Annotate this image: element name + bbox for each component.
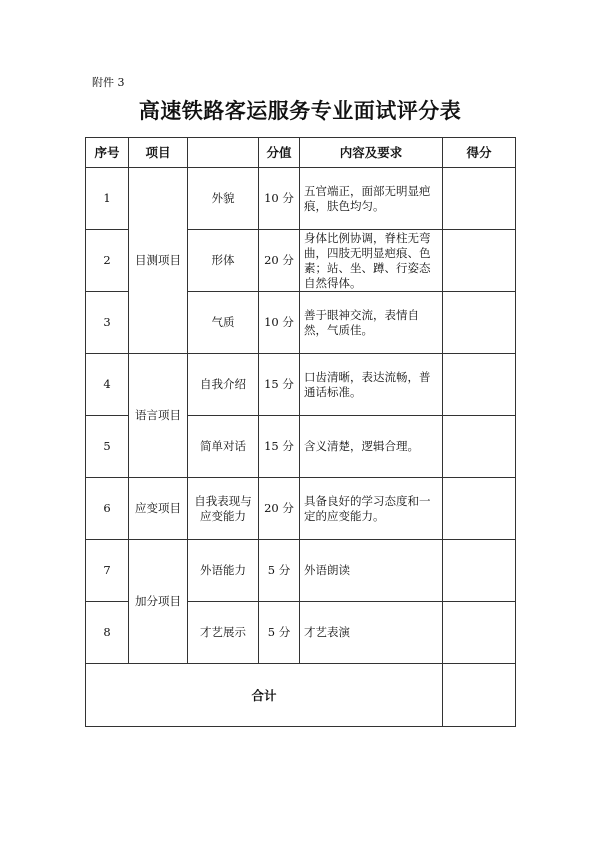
row-no: 3 xyxy=(86,292,129,354)
row-requirements: 具备良好的学习态度和一定的应变能力。 xyxy=(300,478,443,540)
row-item: 自我表现与应变能力 xyxy=(188,478,259,540)
row-no: 6 xyxy=(86,478,129,540)
row-no: 8 xyxy=(86,602,129,664)
row-requirements: 善于眼神交流，表情自然，气质佳。 xyxy=(300,292,443,354)
header-points: 分值 xyxy=(259,138,300,168)
table-header-row xyxy=(86,138,516,168)
row-points: 15 分 xyxy=(259,354,300,416)
row-points: 10 分 xyxy=(259,292,300,354)
row-item: 简单对话 xyxy=(188,416,259,478)
score-cell[interactable] xyxy=(443,230,516,292)
scoring-table xyxy=(85,137,516,727)
score-cell[interactable] xyxy=(443,602,516,664)
row-points: 10 分 xyxy=(259,168,300,230)
score-cell[interactable] xyxy=(443,416,516,478)
row-item: 外貌 xyxy=(188,168,259,230)
row-no: 5 xyxy=(86,416,129,478)
row-no: 4 xyxy=(86,354,129,416)
row-no: 2 xyxy=(86,230,129,292)
total-score-cell[interactable] xyxy=(443,664,516,727)
score-cell[interactable] xyxy=(443,540,516,602)
header-no: 序号 xyxy=(86,138,129,168)
row-requirements: 外语朗读 xyxy=(300,540,443,602)
row-requirements: 才艺表演 xyxy=(300,602,443,664)
score-cell[interactable] xyxy=(443,292,516,354)
header-item xyxy=(188,138,259,168)
row-requirements: 口齿清晰，表达流畅，普通话标准。 xyxy=(300,354,443,416)
category-cell: 语言项目 xyxy=(129,354,188,478)
row-points: 20 分 xyxy=(259,230,300,292)
attachment-label: 附件 3 xyxy=(92,76,125,89)
table-row xyxy=(86,540,516,602)
category-cell: 目测项目 xyxy=(129,168,188,354)
row-requirements: 含义清楚，逻辑合理。 xyxy=(300,416,443,478)
row-item: 才艺展示 xyxy=(188,602,259,664)
total-row xyxy=(86,664,516,727)
row-points: 20 分 xyxy=(259,478,300,540)
header-requirements: 内容及要求 xyxy=(300,138,443,168)
row-item: 气质 xyxy=(188,292,259,354)
row-item: 自我介绍 xyxy=(188,354,259,416)
row-requirements: 身体比例协调，脊柱无弯曲，四肢无明显疤痕、色素；站、坐、蹲、行姿态自然得体。 xyxy=(300,230,443,292)
row-no: 7 xyxy=(86,540,129,602)
category-cell: 加分项目 xyxy=(129,540,188,664)
score-cell[interactable] xyxy=(443,168,516,230)
table-row xyxy=(86,478,516,540)
score-cell[interactable] xyxy=(443,354,516,416)
row-points: 5 分 xyxy=(259,602,300,664)
row-points: 5 分 xyxy=(259,540,300,602)
header-category: 项目 xyxy=(129,138,188,168)
row-requirements: 五官端正，面部无明显疤痕，肤色均匀。 xyxy=(300,168,443,230)
row-no: 1 xyxy=(86,168,129,230)
header-score: 得分 xyxy=(443,138,516,168)
row-points: 15 分 xyxy=(259,416,300,478)
table-row xyxy=(86,168,516,230)
category-cell: 应变项目 xyxy=(129,478,188,540)
row-item: 外语能力 xyxy=(188,540,259,602)
page-title: 高速铁路客运服务专业面试评分表 xyxy=(138,99,462,123)
score-cell[interactable] xyxy=(443,478,516,540)
total-label: 合计 xyxy=(86,664,443,727)
row-item: 形体 xyxy=(188,230,259,292)
table-row xyxy=(86,354,516,416)
